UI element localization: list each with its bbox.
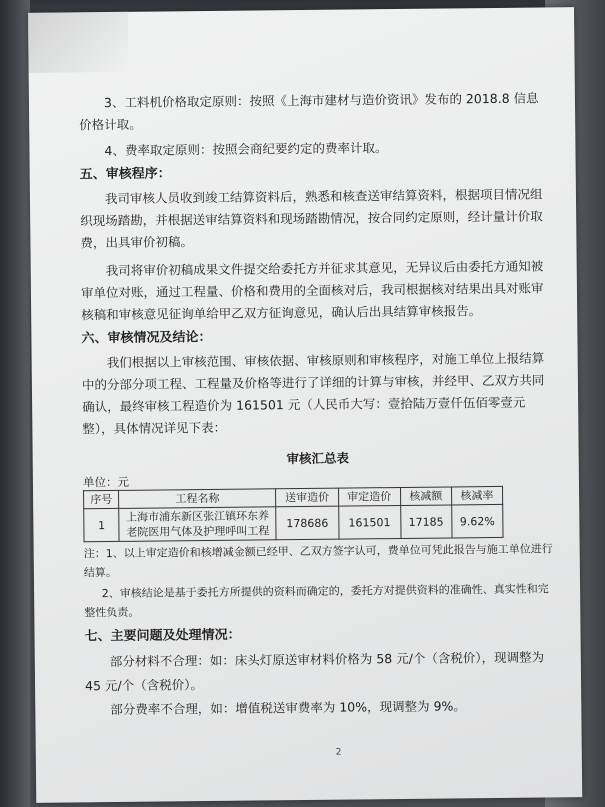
cell-project-name: 上海市浦东新区张江镇环东养老院医用气体及护理呼叫工程: [119, 507, 276, 542]
item-3: 3、工料机价格取定原则：按照《上海市建材与造价资讯》发布的 2018.8 信息价格计取。: [79, 90, 539, 133]
header-submitted-cost: 送审造价: [276, 488, 338, 507]
header-reduction-rate: 核减率: [451, 486, 502, 505]
header-approved-cost: 审定造价: [338, 487, 400, 506]
page-fold-shadow: [28, 12, 129, 73]
cell-index: 1: [84, 508, 120, 541]
paragraph-5b: 我司将审价初稿成果文件提交给委托方并征求其意见，无异议后由委托方通知被审单位对账，通过工程量、价格和费用的全面核对后，我司根据核对结果出具对账审核稿和审核意见征询单给甲乙双方征询意见，确认后出具结算审核报告。: [80, 258, 544, 323]
background-left: [0, 0, 30, 807]
document-page: [28, 7, 582, 803]
table-unit: 单位：元: [82, 474, 130, 490]
note-1: 注：1、以上审定造价和核增减金额已经甲、乙双方签字认可，费单位可凭此报告与施工单位进行结算。: [83, 542, 553, 580]
header-project-name: 工程名称: [119, 489, 276, 509]
cell-reduction: 17185: [400, 505, 452, 539]
header-index: 序号: [84, 490, 120, 508]
summary-table: [83, 486, 504, 542]
heading-section-7: 七、主要问题及处理情况：: [84, 627, 241, 645]
paragraph-7a: 部分材料不合理：如：床头灯原送审材料价格为 58 元/个（含税价），现调整为 45 元/个（含税价）。: [84, 649, 545, 694]
cell-reduction-rate: 9.62%: [452, 504, 503, 538]
document-body: [79, 87, 556, 722]
cell-submitted-cost: 178686: [276, 506, 338, 540]
page-number: 2: [335, 747, 342, 758]
item-4: 4、费率取定原则：按照会商纪要约定的费率计取。: [104, 140, 388, 159]
cell-approved-cost: 161501: [338, 505, 400, 539]
header-reduction: 核减额: [400, 487, 451, 506]
paragraph-7b: 部分费率不合理，如：增值税送审费率为 10%，现调整为 9%。: [110, 698, 466, 718]
table-title: 审核汇总表: [286, 450, 350, 467]
heading-section-6: 六、审核情况及结论：: [81, 329, 212, 347]
paragraph-6: 我们根据以上审核范围、审核依据、审核原则和审核程序，对施工单位上报结算中的分部分项工程、工程量及价格等进行了详细的计算与审核，并经甲、乙双方共同确认，最终审核工程造价为 161501 元（人民币大写：壹拾陆万壹仟伍佰零壹元整），具体情况详见下表：: [81, 350, 545, 437]
note-2: 2、审核结论是基于委托方所提供的资料而确定的，委托方对提供资料的准确性、真实性和完整性负责。: [84, 582, 549, 620]
heading-section-5: 五、审核程序：: [79, 166, 171, 183]
paragraph-5a: 我司审核人员收到竣工结算资料后，熟悉和核查送审结算资料，根据项目情况组织现场踏勘，并根据送审结算资料和现场踏勘情况，按合同约定原则，经计量计价取费，出具审价初稿。: [80, 186, 543, 251]
table-row: [84, 504, 503, 541]
